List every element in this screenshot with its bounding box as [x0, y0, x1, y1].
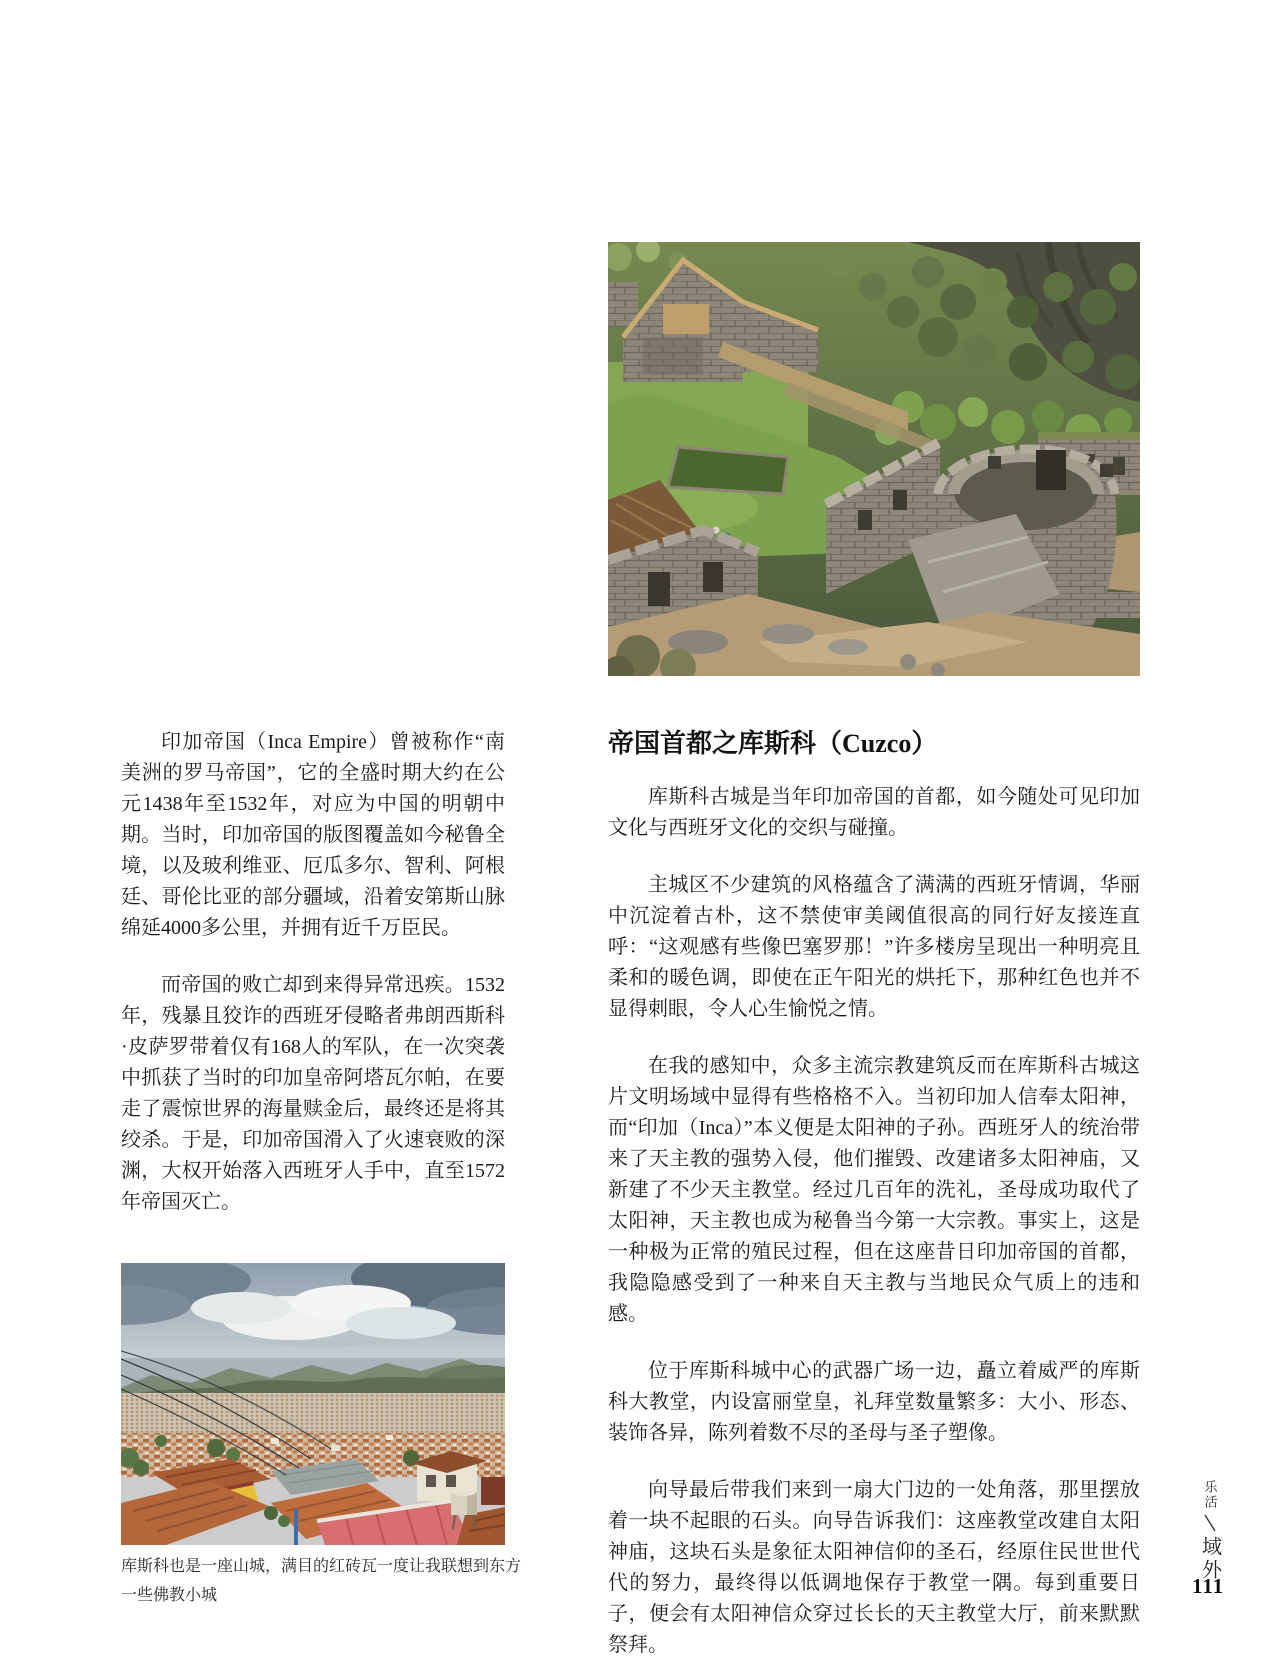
section-marker	[1196, 1480, 1224, 1582]
slash-divider-icon	[1203, 1513, 1217, 1533]
page-number: 111	[1192, 1574, 1225, 1598]
section-marker-small-label: 乐活	[1202, 1480, 1218, 1510]
body-paragraph: 在我的感知中，众多主流宗教建筑反而在库斯科古城这片文明场域中显得有些格格不入。当初印加人信奉太阳神，而“印加（Inca）”本义便是太阳神的子孙。西班牙人的统治带来了天主教的强势入侵，他们摧毁、改建诸多太阳神庙，又新建了不少天主教堂。经过几百年的洗礼，圣母成功取代了太阳神，天主教也成为秘鲁当今第一大宗教。事实上，这是一种极为正常的殖民过程，但在这座昔日印加帝国的首都，我隐隐感受到了一种来自天主教与当地民众气质上的违和感。	[608, 1055, 1140, 1325]
section-marker-large-label: 域外	[1198, 1536, 1221, 1582]
body-paragraph: 主城区不少建筑的风格蕴含了满满的西班牙情调，华丽中沉淀着古朴，这不禁使审美阈值很高的同行好友接连直呼：“这观感有些像巴塞罗那！”许多楼房呈现出一种明亮且柔和的暖色调，即使在正午阳光的烘托下，那种红色也并不显得刺眼，令人心生愉悦之情。	[608, 874, 1140, 1020]
body-paragraph: 库斯科古城是当年印加帝国的首都，如今随处可见印加文化与西班牙文化的交织与碰撞。	[608, 786, 1140, 839]
left-column	[121, 727, 505, 1244]
machu-picchu-illustration	[608, 242, 1140, 676]
section-heading: 帝国首都之库斯科（Cuzco）	[608, 729, 938, 758]
right-column	[608, 727, 1140, 1675]
body-paragraph: 向导最后带我们来到一扇大门边的一处角落，那里摆放着一块不起眼的石头。向导告诉我们：这座教堂改建自太阳神庙，这块石头是象征太阳神信仰的圣石，经原住民世世代代的努力，最终得以低调地保存于教堂一隅。每到重要日子，便会有太阳神信众穿过长长的天主教堂大厅，前来默默祭拜。	[608, 1479, 1140, 1656]
photo-caption: 库斯科也是一座山城，满目的红砖瓦一度让我联想到东方一些佛教小城	[121, 1558, 522, 1604]
body-paragraph: 位于库斯科城中心的武器广场一边，矗立着威严的库斯科大教堂，内设富丽堂皇，礼拜堂数量繁多：大小、形态、装饰各异，陈列着数不尽的圣母与圣子塑像。	[608, 1360, 1140, 1444]
distant-city	[121, 1393, 505, 1437]
photo-machu-picchu	[608, 242, 1140, 676]
body-paragraph: 而帝国的败亡却到来得异常迅疾。1532年，残暴且狡诈的西班牙侵略者弗朗西斯科·皮萨罗带着仅有168人的军队，在一次突袭中抓获了当时的印加皇帝阿塔瓦尔帕，在要走了震惊世界的海量赎金后，最终还是将其绞杀。于是，印加帝国滑入了火速衰败的深渊，大权开始落入西班牙人手中，直至1572年帝国灭亡。	[121, 974, 505, 1213]
photo-cuzco-city	[121, 1263, 505, 1545]
body-paragraph: 印加帝国（Inca Empire）曾被称作“南美洲的罗马帝国”，它的全盛时期大约在公元1438年至1532年，对应为中国的明朝中期。当时，印加帝国的版图覆盖如今秘鲁全境，以及玻利维亚、厄瓜多尔、智利、阿根廷、哥伦比亚的部分疆域，沿着安第斯山脉绵延4000多公里，并拥有近千万臣民。	[121, 731, 505, 939]
cuzco-city-illustration	[121, 1263, 505, 1545]
